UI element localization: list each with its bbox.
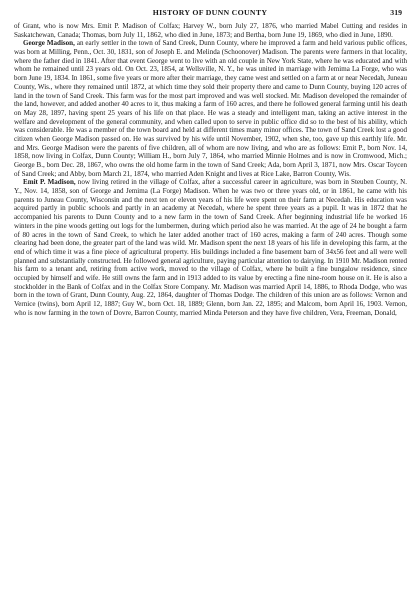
body-text <box>14 22 407 317</box>
page-header <box>14 8 406 22</box>
biography-name: George Madison, <box>23 39 75 48</box>
page-number: 319 <box>390 8 402 17</box>
paragraph-continued <box>14 22 407 39</box>
paragraph-text: now living retired in the village of Colfax, after a successful career in agriculture, was born in Steuben County, N. Y., Nov. 14, 1858, son of George and Jemima (La Forge) Madison. When he was two or three years old, or in 1861, he came with his parents to Juneau County, Wisconsin and the next ten or eleven years of his life were spent on their farm at Necedah. His education was acquired partly in public schools and partly in an academy at Necedah, where he spent three years as a pupil. It was in 1872 that he accompanied his parents to Dunn County and to a new farm in the town of Sand Creek. After beginning industrial life he worked 16 winters in the pine woods getting out logs for the lumbermen, during which period also he was married. At the age of 24 he bought a farm of 80 acres in the town of Sand Creek, to which he later added another tract of 160 acres, making a farm of 240 acres. Though some clearing had been done, the greater part of the land was wild. Mr. Madison spent the next 18 years of his life in developing this farm, at the end of which time it was a fine piece of agricultural property. His buildings included a fine basement barn of 34x56 feet and all were well planned and substantially constructed. He followed general agriculture, paying particular attention to dairying. In 1910 Mr. Madison rented his farm to a tenant and, retiring from active work, moved to the village of Colfax, where he built a fine bungalow residence, since occupied by himself and wife. He still owns the farm and in 1913 added to its value by erecting a fine nine-room house on it. He is also a stockholder in the Bank of Colfax and in the Colfax Store Company. Mr. Madison was married April 14, 1886, to Rhoda Dodge, who was born in the town of Grant, Dunn County, Aug. 22, 1864, daughter of Thomas Dodge. The children of this union are as follows: Vernon and Vernice (twins), born April 12, 1887; Guy W., born Oct. 18, 1889; Glenn, born Jan. 22, 1895; and Malcom, born April 16, 1903. Vernon, who is now farming in the town of Dovre, Barron County, married Minda Peterson and they have five children, Vera, Freeman, Donald, <box>14 178 407 317</box>
paragraph-text: an early settler in the town of Sand Creek, Dunn County, where he improved a farm and held various public offices, was born at Milling, Penn., Oct. 30, 1831, son of Joseph E. and Melinda (Schoonover) Madison. The parents were farmers in that locality, where the father died in 1841. After that event George went to live with an old couple in New York State, where he was educated and with whom he remained until 23 years old. On Oct. 23, 1854, at Wellsville, N. Y., he was united in marriage with Jemima La Forge, who was born June 19, 1834. In 1861, some five years or more after their marriage, they came west and settled on a farm at or near Necedah, Juneau County, Wis., where they remained until 1872, at which time they sold their property there and came to Dunn County, buying 120 acres of land in the town of Sand Creek. This farm was for the most part improved and was well stocked. Mr. Madison developed the remainder of the land, however, and added another 40 acres to it, thus making a farm of 160 acres, and there he followed general farming until his death on May 28, 1897, having spent 25 years of his life on that place. He was a steady and intelligent man, taking an active interest in the welfare and development of the general community, and when called upon to serve in public office did so to the best of his ability, which was considerable. He was a member of the town board and held at different times many minor offices. The town of Sand Creek lost a good citizen when George Madison passed on. He was survived by his wife until November, 1902, when she, too, gave up this earthly life. Mr. and Mrs. George Madison were the parents of five children, all of whom are now living, and who are as follows: Emit P., born Nov. 14, 1858, now living in Colfax, Dunn County; William H., born July 7, 1864, who married Minnie Holmes and is now in Cromwood, Mich.; George B., born Dec. 28, 1867, who owns the old home farm in the town of Sand Creek; Ada, born April 3, 1871, now Mrs. Oscar Toycen of Sand Creek; and Abby, born March 21, 1874, who married Aden Knight and lives at Rice Lake, Barron County, Wis. <box>14 39 408 178</box>
paragraph-george-madison <box>14 39 407 178</box>
paragraph-text: of Grant, who is now Mrs. Emit P. Madison of Colfax; Harvey W., born July 27, 1876, who married Mabel Cutting and resides in Saskatchewan, Canada; Thomas, born July 11, 1862, who died in June, 1873; and Bertha, born June 19, 1869, who died in June, 1890. <box>14 22 407 39</box>
paragraph-emit-p-madison <box>14 178 407 317</box>
biography-name: Emit P. Madison, <box>23 178 76 187</box>
running-title: HISTORY OF DUNN COUNTY <box>152 8 268 17</box>
